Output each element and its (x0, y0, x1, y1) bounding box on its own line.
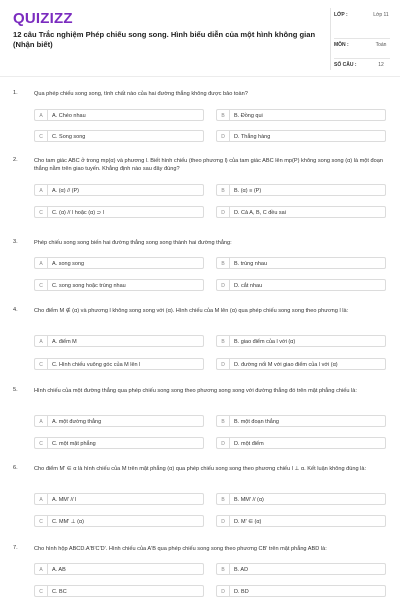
option-letter: B (217, 336, 230, 347)
option-text: C. song song hoặc trùng nhau (52, 282, 126, 289)
question-text: Qua phép chiếu song song, tính chất nào của hai đường thẳng không được bảo toàn? (34, 91, 248, 97)
option-letter: C (35, 359, 48, 370)
option-b[interactable] (216, 184, 386, 196)
option-text: B. AD (234, 566, 249, 573)
header-divider (330, 8, 331, 70)
class-value: Lớp 11 (373, 12, 389, 18)
question-text: Cho điểm M' ∈ α là hình chiếu của M trên mặt phẳng (α) qua phép chiếu song song theo phương chiếu l ⊥ α. Kết luận không đúng là: (34, 466, 367, 472)
option-letter: C (35, 586, 48, 597)
option-d[interactable] (216, 206, 386, 218)
option-letter: D (217, 516, 230, 527)
option-c[interactable] (34, 437, 204, 449)
header-bottom-line (0, 76, 400, 77)
option-a[interactable] (34, 493, 204, 505)
question-number: 4. (13, 307, 18, 313)
option-letter: D (217, 586, 230, 597)
option-letter: B (217, 494, 230, 505)
option-letter: A (35, 185, 48, 196)
worksheet-title: 12 câu Trắc nghiệm Phép chiếu song song. Hình biểu diễn của một hình không gian (Nhận biết) (13, 30, 316, 49)
option-text: B. một đoạn thẳng (234, 418, 279, 425)
option-letter: D (217, 207, 230, 218)
option-b[interactable] (216, 335, 386, 347)
option-letter: D (217, 438, 230, 449)
option-letter: A (35, 336, 48, 347)
option-d[interactable] (216, 515, 386, 527)
option-d[interactable] (216, 279, 386, 291)
option-letter: C (35, 131, 48, 142)
subject-label: MÔN : (334, 42, 349, 48)
option-letter: A (35, 110, 48, 121)
option-letter: B (217, 185, 230, 196)
option-letter: D (217, 131, 230, 142)
option-text: B. (α) ≡ (P) (234, 187, 262, 194)
question-text: Hình chiếu của một đường thẳng qua phép chiếu song song theo phương song song với đường thẳng đó trên mặt phẳng chiếu là: (34, 388, 357, 394)
option-letter: D (217, 280, 230, 291)
option-letter: A (35, 494, 48, 505)
meta-subject-row (334, 39, 390, 58)
meta-class-row (334, 12, 390, 38)
option-letter: C (35, 438, 48, 449)
option-letter: C (35, 280, 48, 291)
option-text: C. (α) // l hoặc (α) ⊃ l (52, 209, 104, 216)
option-letter: A (35, 416, 48, 427)
option-letter: A (35, 258, 48, 269)
option-text: D. Thẳng hàng (234, 133, 271, 140)
option-a[interactable] (34, 563, 204, 575)
option-text: A. một đường thẳng (52, 418, 102, 425)
option-c[interactable] (34, 130, 204, 142)
question-text: Cho điểm M ∉ (α) và phương l không song song với (α). Hình chiếu của M lên (α) qua phép chiếu song song theo phương l là: (34, 308, 349, 314)
option-text: D. cắt nhau (234, 282, 263, 289)
option-text: B. MM' // (α) (234, 496, 264, 503)
question-text: Phép chiếu song song biến hai đường thẳng song song thành hai đường thẳng: (34, 240, 232, 246)
option-text: C. MM' ⊥ (α) (52, 518, 84, 525)
option-text: A. điểm M (52, 338, 77, 345)
option-d[interactable] (216, 358, 386, 370)
count-label: SỐ CÂU : (334, 62, 357, 68)
option-text: D. M' ∈ (α) (234, 518, 262, 525)
option-text: A. AB (52, 566, 66, 573)
worksheet-meta (334, 12, 390, 76)
option-b[interactable] (216, 257, 386, 269)
option-letter: C (35, 516, 48, 527)
option-c[interactable] (34, 358, 204, 370)
option-c[interactable] (34, 206, 204, 218)
quizizz-logo: QUIZIZZ (13, 10, 73, 27)
question-text: Cho tam giác ABC ở trong mp(α) và phương l. Biết hình chiếu (theo phương l) của tam giác ABC lên mp(P) không song song (α) là một đoạn thẳng nằm trên giao tuyến. Khẳng định nào sau đây đúng? (34, 158, 383, 172)
worksheet-header (0, 0, 400, 74)
option-text: B. trùng nhau (234, 260, 268, 267)
option-text: D. một điểm (234, 440, 264, 447)
option-letter: B (217, 110, 230, 121)
question-number: 1. (13, 90, 18, 96)
option-text: C. Song song (52, 133, 86, 140)
option-c[interactable] (34, 515, 204, 527)
option-text: A. song song (52, 260, 85, 267)
question-number: 5. (13, 387, 18, 393)
class-label: LỚP : (334, 12, 348, 18)
option-b[interactable] (216, 563, 386, 575)
option-letter: B (217, 416, 230, 427)
option-a[interactable] (34, 415, 204, 427)
option-text: D. đường nối M với giao điểm của l với (α) (234, 361, 338, 368)
option-b[interactable] (216, 415, 386, 427)
option-letter: D (217, 359, 230, 370)
option-text: B. giao điểm của l với (α) (234, 338, 296, 345)
option-letter: B (217, 564, 230, 575)
option-d[interactable] (216, 130, 386, 142)
option-text: C. Hình chiếu vuông góc của M lên l (52, 361, 141, 368)
question-number: 2. (13, 157, 18, 163)
question-number: 3. (13, 239, 18, 245)
option-text: D. BD (234, 588, 249, 595)
option-text: B. Đồng qui (234, 112, 263, 119)
option-letter: B (217, 258, 230, 269)
option-d[interactable] (216, 437, 386, 449)
option-c[interactable] (34, 279, 204, 291)
option-text: A. (α) // (P) (52, 187, 80, 194)
option-a[interactable] (34, 335, 204, 347)
option-text: C. một mặt phẳng (52, 440, 96, 447)
question-number: 6. (13, 465, 18, 471)
question-number: 7. (13, 545, 18, 551)
option-b[interactable] (216, 109, 386, 121)
question-text: Cho hình hộp ABCD.A'B'C'D'. Hình chiếu của A'B qua phép chiếu song song theo phương CB' trên mặt phẳng ABD là: (34, 546, 327, 552)
option-b[interactable] (216, 493, 386, 505)
option-letter: C (35, 207, 48, 218)
meta-count-row (334, 59, 390, 76)
option-text: D. Cả A, B, C đều sai (234, 209, 286, 216)
option-a[interactable] (34, 109, 204, 121)
option-d[interactable] (216, 585, 386, 597)
count-value: 12 (378, 62, 384, 68)
option-text: A. MM' // l (52, 496, 77, 503)
option-c[interactable] (34, 585, 204, 597)
subject-value: Toán (375, 42, 387, 48)
option-text: C. BC (52, 588, 67, 595)
option-a[interactable] (34, 184, 204, 196)
option-letter: A (35, 564, 48, 575)
option-text: A. Chéo nhau (52, 112, 86, 119)
option-a[interactable] (34, 257, 204, 269)
